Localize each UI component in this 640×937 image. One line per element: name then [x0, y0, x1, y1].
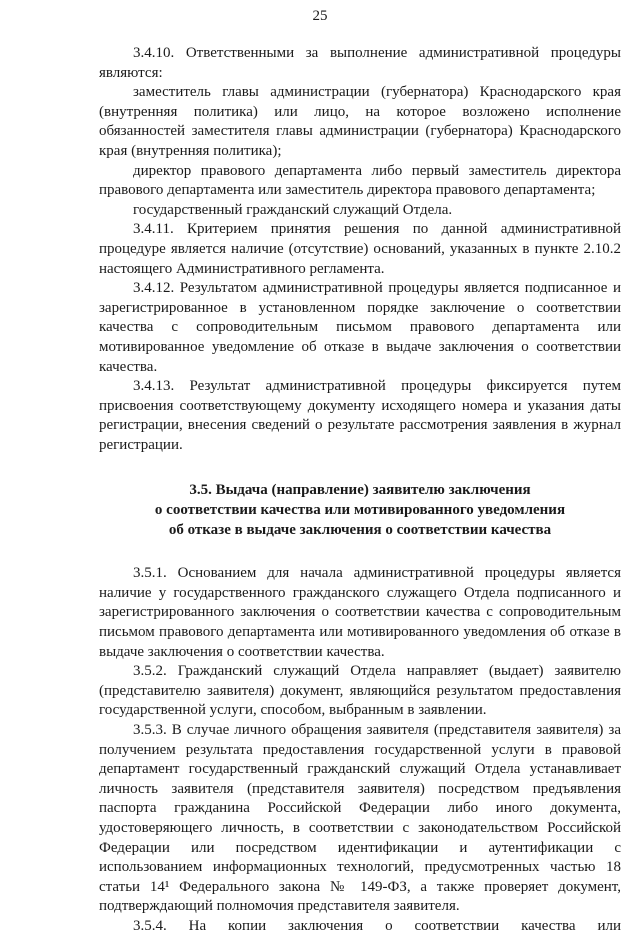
- paragraph-legal-director: директор правового департамента либо первый заместитель директора правового департамента или заместитель директора правового департамента;: [99, 162, 621, 199]
- paragraph-deputy-head: заместитель главы администрации (губернатора) Краснодарского края (внутренняя политика) или лицо, на которое возложено исполнение обязанностей заместителя главы администрации (губернатора) Краснодарского края (внутренняя политика);: [99, 84, 621, 159]
- paragraph-3-4-11: 3.4.11. Критерием принятия решения по данной административной процедуре является наличие (отсутствие) оснований, указанных в пункте 2.10.2 настоящего Административного регламента.: [99, 221, 621, 277]
- document-body: [99, 44, 621, 937]
- paragraph-3-4-13: 3.4.13. Результат административной процедуры фиксируется путем присвоения соответствующему документу исходящего номера и указания даты регистрации, внесения сведений о результате рассмотрения заявления в журнал регистрации.: [99, 378, 621, 453]
- paragraph-civil-servant: государственный гражданский служащий Отдела.: [133, 201, 453, 218]
- paragraph-3-4-10: 3.4.10. Ответственными за выполнение административной процедуры являются:: [99, 45, 621, 81]
- paragraph-3-5-4: 3.5.4. На копии заключения о соответствии качества или: [133, 917, 621, 934]
- section-heading-line: об отказе в выдаче заключения о соответствии качества: [168, 521, 552, 538]
- page-number: 25: [312, 8, 328, 24]
- section-heading-line: 3.5. Выдача (направление) заявителю заключения: [189, 482, 531, 499]
- paragraph-3-4-12: 3.4.12. Результатом административной процедуры является подписанное и зарегистрированное в установленном порядке заключение о соответствии качества с сопроводительным письмом правового департамента или мотивированное уведомление об отказе в выдаче заключения о соответствии качества.: [99, 280, 621, 375]
- paragraph-3-5-3: 3.5.3. В случае личного обращения заявителя (представителя заявителя) за получением результата предоставления государственной услуги в правовой департамент государственный гражданский служащий Отдела устанавливает личность заявителя (представителя заявителя) посредством предъявления паспорта гражданина Российской Федерации либо иного документа, удостоверяющего личность, в соответствии с законодательством Российской Федерации или посредством идентификации и аутентификации с использованием информационных технологий, предусмотренных частью 18 статьи 14¹ Федерального закона № 149-ФЗ, а также проверяет документ, подтверждающий полномочия представителя заявителя.: [99, 722, 621, 915]
- section-heading-3-5: [99, 481, 621, 540]
- section-heading-line: о соответствии качества или мотивированного уведомления: [154, 502, 566, 519]
- paragraph-3-5-1: 3.5.1. Основанием для начала административной процедуры является наличие у государственного гражданского служащего Отдела подписанного и зарегистрированного заключения о соответствии качества с сопроводительным письмом правового департамента или мотивированного уведомления об отказе в выдаче заключения о соответствии качества.: [99, 565, 621, 660]
- paragraph-3-5-2: 3.5.2. Гражданский служащий Отдела направляет (выдает) заявителю (представителю заявителя) документ, являющийся результатом предоставления государственной услуги, способом, выбранным в заявлении.: [99, 663, 621, 719]
